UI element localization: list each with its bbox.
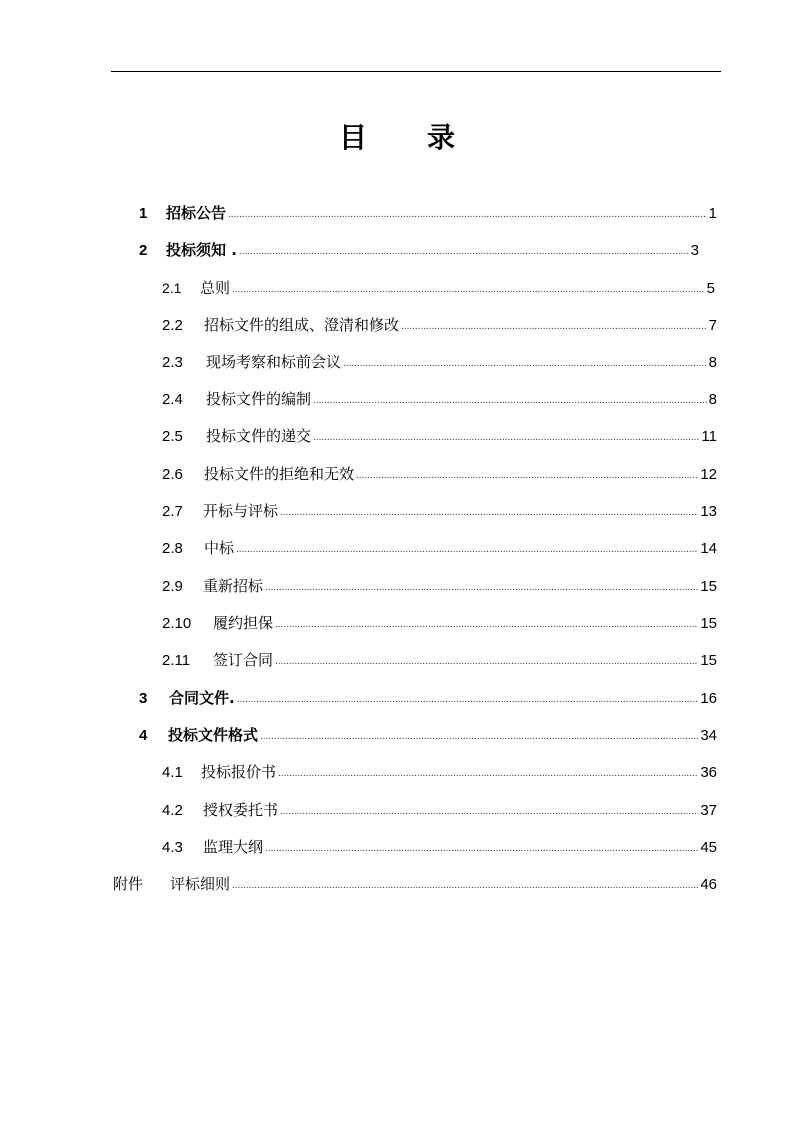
toc-entry-number: 1 — [139, 205, 148, 222]
toc-entry-2-3[interactable] — [162, 351, 717, 373]
toc-entry-2-1[interactable] — [162, 277, 715, 299]
toc-entry-leader — [356, 465, 698, 487]
toc-entry-number: 2.2 — [162, 317, 183, 334]
toc-entry-leader — [228, 204, 707, 226]
toc-entry-title: 评标细则 — [170, 875, 231, 893]
toc-entry-leader — [278, 763, 698, 785]
toc-entry-title: 招标文件的组成、澄清和修改 — [204, 316, 400, 334]
toc-entry-leader — [280, 801, 698, 823]
toc-entry-3[interactable] — [139, 687, 717, 709]
toc-entry-page: 15 — [700, 652, 717, 669]
toc-entry-page: 14 — [700, 540, 717, 557]
toc-entry-leader — [260, 726, 698, 748]
toc-entry-number: 附件 — [113, 876, 144, 893]
toc-entry-leader — [265, 838, 698, 860]
toc-entry-number: 2.9 — [162, 578, 183, 595]
toc-entry-title: 投标报价书 — [201, 763, 277, 781]
toc-entry-title: 投标文件的递交 — [206, 427, 312, 445]
toc-entry-title: 投标文件的编制 — [206, 390, 312, 408]
toc-entry-title: 投标文件格式 — [168, 726, 259, 744]
toc-entry-appendix[interactable] — [113, 873, 717, 895]
toc-entry-1[interactable] — [139, 202, 717, 224]
toc-entry-leader — [343, 353, 707, 375]
toc-entry-leader — [401, 316, 707, 338]
toc-entry-page: 15 — [700, 615, 717, 632]
toc-entry-leader — [313, 390, 707, 412]
toc-entry-number: 2.1 — [162, 280, 182, 296]
toc-entry-number: 2.6 — [162, 466, 183, 483]
toc-entry-number: 2.4 — [162, 391, 183, 408]
toc-entry-leader — [275, 614, 698, 636]
toc-entry-number: 4.3 — [162, 839, 183, 856]
toc-entry-page: 3 — [690, 242, 699, 259]
toc-entry-page: 36 — [700, 764, 717, 781]
toc-entry-leader — [232, 279, 705, 301]
toc-entry-2-7[interactable] — [162, 500, 717, 522]
toc-entry-leader — [232, 875, 698, 897]
toc-entry-title: 中标 — [204, 539, 235, 557]
toc-entry-2-10[interactable] — [162, 612, 717, 634]
toc-entry-title: 总则 — [200, 279, 231, 297]
toc-entry-number: 3 — [139, 690, 148, 707]
toc-entry-leader — [275, 651, 698, 673]
toc-title-part1: 目 — [338, 121, 367, 154]
toc-title-part2: 录 — [427, 121, 456, 154]
toc-entry-4[interactable] — [139, 724, 717, 746]
toc-entry-number: 2.8 — [162, 540, 183, 557]
toc-entry-4-2[interactable] — [162, 799, 717, 821]
toc-entry-number: 2 — [139, 242, 148, 259]
toc-entry-leader — [237, 689, 699, 711]
toc-entry-title: 投标须知 . — [166, 241, 237, 259]
toc-entry-2-6[interactable] — [162, 463, 717, 485]
toc-entry-number: 2.11 — [162, 652, 191, 669]
toc-entry-2-5[interactable] — [162, 425, 717, 447]
toc-entry-page: 37 — [700, 802, 717, 819]
toc-entry-leader — [265, 577, 698, 599]
toc-entry-page: 8 — [708, 354, 717, 371]
toc-entry-page: 34 — [700, 727, 717, 744]
toc-entry-title: 重新招标 — [203, 577, 264, 595]
toc-entry-page: 13 — [700, 503, 717, 520]
toc-entry-number: 2.5 — [162, 428, 183, 445]
toc-entry-number: 4.1 — [162, 764, 183, 781]
toc-entry-leader — [313, 427, 699, 449]
toc-entry-2-11[interactable] — [162, 649, 717, 671]
toc-entry-page: 16 — [700, 690, 717, 707]
toc-entry-2-8[interactable] — [162, 537, 717, 559]
toc-entry-title: 投标文件的拒绝和无效 — [204, 465, 355, 483]
toc-entry-page: 15 — [700, 578, 717, 595]
toc-entry-page: 5 — [706, 280, 715, 297]
toc-entry-title: 开标与评标 — [203, 502, 279, 520]
toc-entry-page: 7 — [708, 317, 717, 334]
toc-entry-4-3[interactable] — [162, 836, 717, 858]
toc-entry-leader — [236, 539, 698, 561]
toc-entry-title: 签订合同 — [213, 651, 274, 669]
toc-entry-title: 合同文件. — [169, 689, 235, 707]
toc-entry-page: 1 — [708, 205, 717, 222]
toc-entry-title: 履约担保 — [213, 614, 274, 632]
toc-entry-4-1[interactable] — [162, 761, 717, 783]
toc-entry-page: 11 — [701, 428, 717, 445]
toc-entry-number: 4.2 — [162, 802, 183, 819]
toc-entry-page: 8 — [708, 391, 717, 408]
toc-entry-leader — [280, 502, 698, 524]
toc-entry-number: 2.7 — [162, 503, 183, 520]
toc-entry-number: 2.3 — [162, 354, 183, 371]
toc-entry-title: 监理大纲 — [203, 838, 264, 856]
toc-entry-title: 现场考察和标前会议 — [206, 353, 342, 371]
toc-entry-page: 12 — [700, 466, 717, 483]
toc-entry-leader — [239, 241, 689, 263]
toc-entry-title: 招标公告 — [166, 204, 227, 222]
toc-entry-page: 45 — [700, 839, 717, 856]
toc-entry-2-2[interactable] — [162, 314, 717, 336]
toc-entry-2[interactable] — [139, 239, 699, 261]
toc-entry-2-9[interactable] — [162, 575, 717, 597]
toc-entry-title: 授权委托书 — [203, 801, 279, 819]
toc-entry-2-4[interactable] — [162, 388, 717, 410]
toc-entry-number: 2.10 — [162, 615, 192, 632]
toc-entry-page: 46 — [700, 876, 717, 893]
toc-entry-number: 4 — [139, 727, 148, 744]
